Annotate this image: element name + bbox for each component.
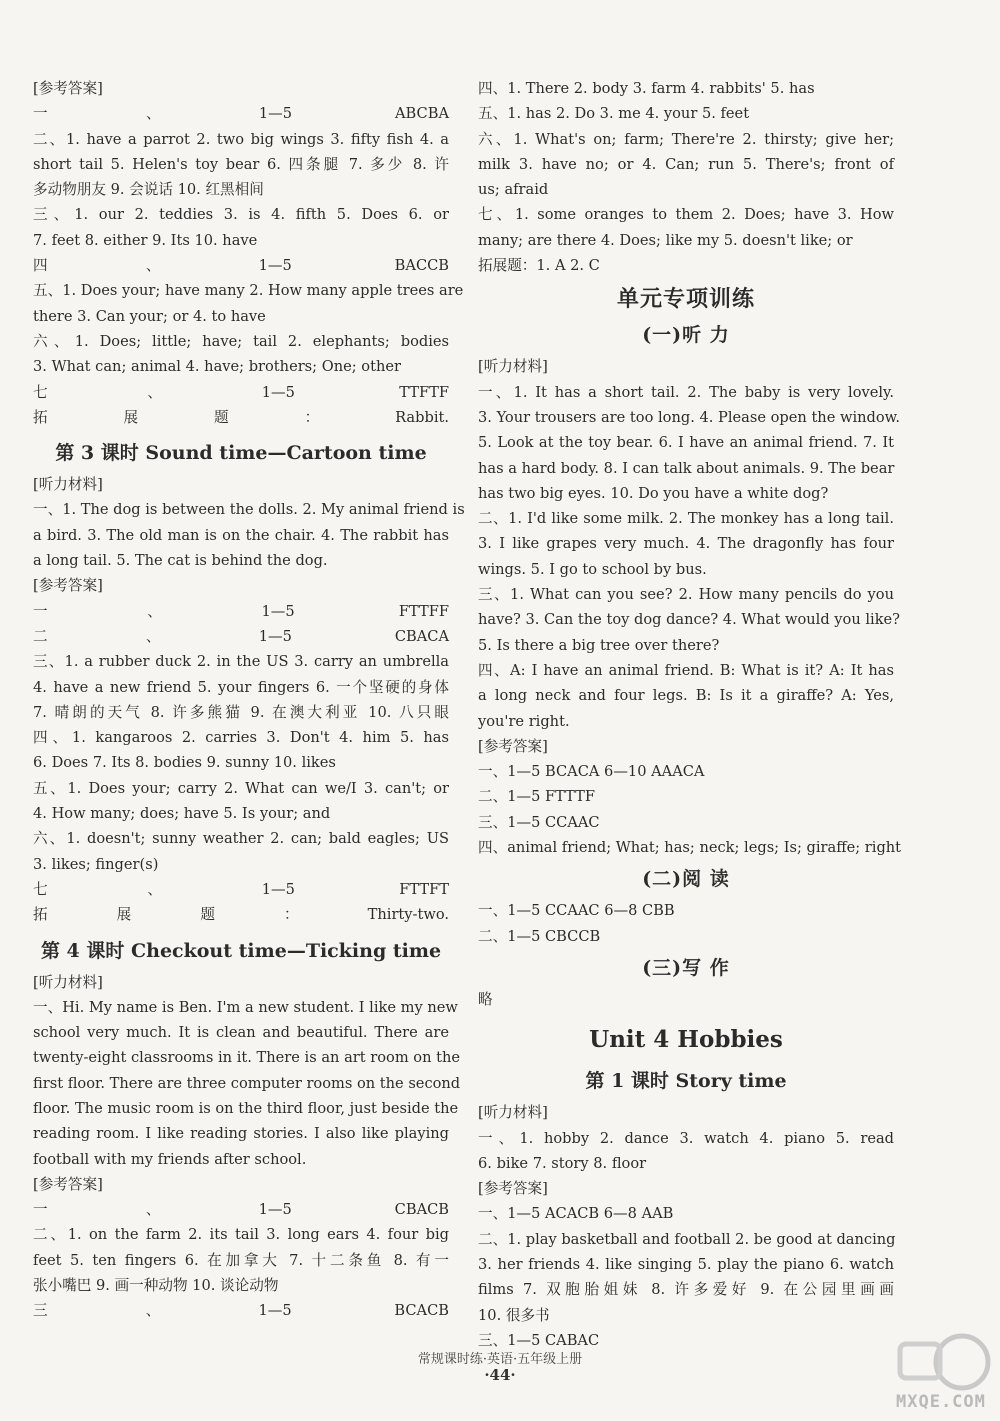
watermark-text: MXQE.COM [896,1392,986,1412]
answer-line: milk 3. have no; or 4. Can; run 5. There's; front of [478,155,894,173]
answer-line: 三、1. a rubber duck 2. in the US 3. carry an umbrella [33,653,449,671]
section-tag: [参考答案] [33,577,103,595]
section-tag: [听力材料] [33,476,103,494]
answer-line: 四、1. There 2. body 3. farm 4. rabbits' 5. has [478,80,815,97]
answer-line: 二、1. I'd like some milk. 2. The monkey has a long tail. [478,510,894,528]
answer-line: 五、1. has 2. Do 3. me 4. your 5. feet [478,105,750,123]
answer-line: has a hard body. 8. I can talk about animals. 9. The bear [478,459,895,477]
answer-line: 一、1—5 BCACA 6—10 AAACA [478,763,705,781]
answer-line: a long tail. 5. The cat is behind the dog. [33,552,328,570]
subsection-heading: (三)写 作 [642,956,730,979]
answer-line: 六、1. What's on; farm; There're 2. thirsty; give her; [478,130,894,148]
section-tag: [参考答案] [478,1180,548,1198]
answer-line: 三、1—5 CCAAC [478,813,600,831]
answer-line: 四、1—5 BACCB [33,257,449,275]
answer-line: 3. Your trousers are too long. 4. Please open the window. [478,408,901,426]
answer-line: 6. bike 7. story 8. floor [478,1154,647,1172]
answer-line: 3. her friends 4. like singing 5. play the piano 6. watch [478,1255,894,1273]
answer-line: 一、1—5 CCAAC 6—8 CBB [478,902,675,920]
answer-line: first floor. There are three computer rooms on the second [33,1074,461,1092]
answer-line: has two big eyes. 10. Do you have a white dog? [478,484,829,502]
answer-line: wings. 5. I go to school by bus. [478,560,707,578]
lesson-heading: 第 4 课时 Checkout time—Ticking time [40,939,442,962]
answer-line: 7. 晴朗的天气 8. 许多熊猫 9. 在澳大利亚 10. 八只眼 [33,703,449,721]
answer-line: 七、1. some oranges to them 2. Does; have 3. How [478,206,894,224]
page-number: ·44· [484,1366,516,1384]
answer-line: films 7. 双胞胎姐妹 8. 许多爱好 9. 在公园里画画 [478,1281,894,1299]
answer-line: 一、1. It has a short tail. 2. The baby is very lovely. [478,383,894,401]
answer-line: there 3. Can your; or 4. to have [33,307,266,325]
answer-line: 三、1—5 CABAC [478,1331,600,1349]
answer-line: 3. What can; animal 4. have; brothers; One; other [33,358,401,376]
section-tag: [参考答案] [33,80,103,97]
footer-book-title: 常规课时练·英语·五年级上册 [417,1352,583,1367]
answer-line: have? 3. Can the toy dog dance? 4. What would you like? [478,611,901,629]
section-tag: [听力材料] [478,1104,548,1122]
answer-line: twenty-eight classrooms in it. There is an art room on the [33,1049,461,1067]
answer-line: 二、1. play basketball and football 2. be good at dancing [478,1230,896,1248]
answer-line: 10. 很多书 [478,1306,550,1324]
section-tag: [听力材料] [33,973,103,991]
section-tag: [听力材料] [478,358,548,376]
subsection-heading: (一)听 力 [642,324,730,347]
answer-line: 一、1. hobby 2. dance 3. watch 4. piano 5. read [478,1129,894,1147]
answer-line: 二、1—5 CBCCB [478,927,601,945]
answer-line: 拓展题：Thirty-two. [33,906,449,924]
answer-line: 二、1. have a parrot 2. two big wings 3. fifty fish 4. a [33,130,449,148]
answer-line: 5. Look at the toy bear. 6. I have an animal friend. 7. It [478,434,894,452]
left-column [33,76,465,1324]
unit-heading: Unit 4 Hobbies [589,1026,783,1054]
answer-line: 六、1. doesn't; sunny weather 2. can; bald eagles; US [33,830,449,848]
answer-line: 略 [478,990,493,1008]
answer-line: 四、A: I have an animal friend. B: What is it? A: It has [478,661,894,679]
answer-line: 一、Hi. My name is Ben. I'm a new student. I like my new [33,998,458,1016]
answer-line: 6. Does 7. Its 8. bodies 9. sunny 10. likes [33,754,336,772]
answer-line: 4. have a new friend 5. your fingers 6. 一个坚硬的身体 [33,678,449,696]
answer-line: 4. How many; does; have 5. Is your; and [33,805,331,823]
answer-line: 3. I like grapes very much. 4. The dragonfly has four [478,535,894,553]
answer-line: football with my friends after school. [33,1150,307,1168]
answer-line: 三、1—5 BCACB [33,1302,449,1320]
answer-line: 张小嘴巴 9. 画一种动物 10. 谈论动物 [33,1277,279,1295]
answer-line: 一、1. The dog is between the dolls. 2. My animal friend is [33,501,465,519]
section-tag: [参考答案] [33,1175,103,1193]
answer-line: 二、1—5 FTTTF [478,788,595,806]
answer-line: 四、1. kangaroos 2. carries 3. Don't 4. him 5. has [33,729,449,747]
answer-line: 拓展题：Rabbit. [33,408,449,426]
answer-line: 三、1. What can you see? 2. How many pencils do you [478,586,894,604]
answer-line: us; afraid [478,181,549,199]
answer-line: 一、1—5 ABCBA [33,105,449,123]
lesson-heading: 第 1 课时 Story time [585,1070,787,1093]
answer-line: floor. The music room is on the third floor, just beside the [33,1099,459,1117]
right-column [478,76,902,1353]
answer-line: 六、1. Does; little; have; tail 2. elephants; bodies [33,332,449,350]
answer-line: 三、1. our 2. teddies 3. is 4. fifth 5. Does 6. or [33,206,449,224]
answer-line: 多动物朋友 9. 会说话 10. 红黑相间 [33,181,264,199]
answer-line: 四、animal friend; What; has; neck; legs; Is; giraffe; right [478,839,902,857]
answer-line: 3. likes; finger(s) [33,855,159,873]
answer-line: 五、1. Does your; carry 2. What can we/I 3. can't; or [33,779,449,797]
answer-line: 五、1. Does your; have many 2. How many apple trees are [33,282,464,300]
answer-line: 七、1—5 FTTFT [33,880,449,898]
answer-line: reading room. I like reading stories. I also like playing [33,1125,449,1143]
lesson-heading: 第 3 课时 Sound time—Cartoon time [55,442,427,465]
section-tag: [参考答案] [478,737,548,755]
answer-line: 二、1—5 CBACA [33,627,449,645]
answer-line: a long neck and four legs. B: Is it a giraffe? A: Yes, [478,687,894,705]
answer-line: 二、1. on the farm 2. its tail 3. long ears 4. four big [33,1226,449,1244]
answer-line: a bird. 3. The old man is on the chair. 4. The rabbit has [33,526,449,544]
answer-line: short tail 5. Helen's toy bear 6. 四条腿 7. 多少 8. 许 [33,155,449,173]
answer-line: 一、1—5 CBACB [33,1201,449,1219]
answer-line: many; are there 4. Does; like my 5. doesn't like; or [478,231,853,249]
answer-line: school very much. It is clean and beautiful. There are [33,1024,449,1042]
subsection-heading: (二)阅 读 [642,868,730,891]
answer-line: 7. feet 8. either 9. Its 10. have [33,231,258,249]
answer-line: 一、1—5 ACACB 6—8 AAB [478,1205,674,1223]
answer-line: you're right. [478,712,570,730]
unit-review-heading: 单元专项训练 [616,286,755,313]
answer-line: 5. Is there a big tree over there? [478,636,720,654]
answer-line: 一、1—5 FTTFF [33,602,449,620]
answer-line: feet 5. ten fingers 6. 在加拿大 7. 十二条鱼 8. 有一 [33,1251,449,1269]
answer-line: 七、1—5 TTFTF [33,383,449,401]
answer-line: 拓展题：1. A 2. C [478,257,600,275]
